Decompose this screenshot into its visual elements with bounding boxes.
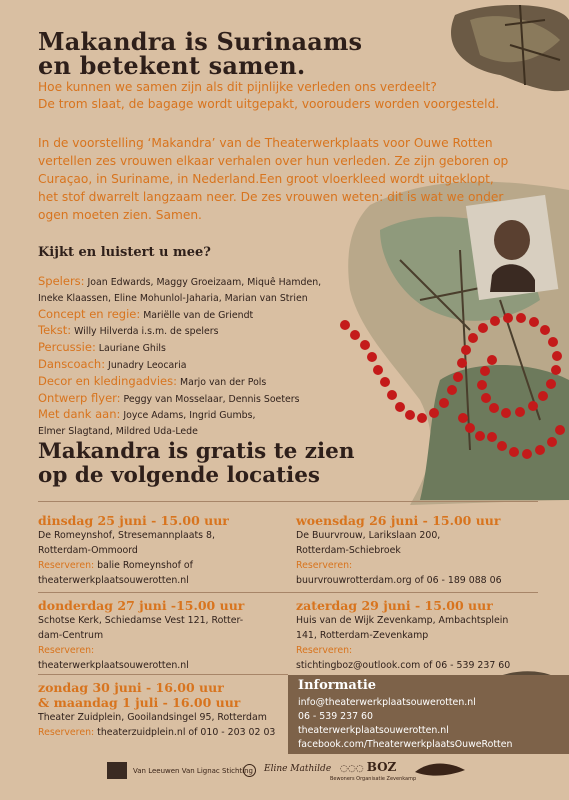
description-line: Curaçao, in Suriname, in Nederland.Een groot vloerkleed wordt uitgeklopt, — [38, 172, 494, 186]
info-facebook[interactable]: facebook.com/TheaterwerkplaatsOuweRotten — [298, 739, 513, 750]
intro-text — [38, 79, 528, 113]
credit-value: Elmer Slagtand, Mildred Uda-Lede — [38, 426, 198, 438]
reserve-label: Reserveren: — [296, 645, 353, 656]
credit-dank — [38, 407, 348, 424]
location-date: donderdag 27 juni -15.00 uur — [38, 598, 245, 613]
sponsor-van-leeuwen: Van Leeuwen Van Lignac Stichting — [133, 767, 253, 775]
description-line: In de voorstelling ‘Makandra’ van de Theaterwerkplaats voor Ouwe Rotten — [38, 136, 493, 150]
info-box — [288, 675, 569, 754]
boz-circles-icon: ◌◌◌ — [340, 764, 367, 774]
title-line-2: en betekent samen. — [38, 51, 306, 80]
location-address: Rotterdam-Schiebroek — [296, 545, 401, 556]
divider — [38, 674, 288, 675]
info-phone[interactable]: 06 - 539 237 60 — [298, 711, 373, 722]
credit-label: Decor en kledingadvies: — [38, 373, 177, 388]
info-title: Informatie — [298, 678, 377, 693]
credit-value: Junadry Leocaria — [105, 359, 187, 371]
credits-list — [38, 274, 348, 440]
credit-label: Tekst: — [38, 323, 72, 338]
credit-value: Joyce Adams, Ingrid Gumbs, — [120, 410, 256, 422]
location-address: Huis van de Wijk Zevenkamp, Ambachtsplein — [296, 615, 509, 626]
location-address: De Buurvrouw, Larikslaan 200, — [296, 530, 441, 541]
credits-heading: Kijkt en luistert u mee? — [38, 245, 211, 260]
description — [38, 134, 513, 224]
credit-value: Peggy van Mosselaar, Dennis Soeters — [120, 393, 300, 405]
description-line: het stof dwarrelt langzaam neer. De zes vrouwen weten: dit is wat we onder — [38, 190, 504, 204]
location-5 — [38, 680, 288, 740]
credit-value: Willy Hilverda i.s.m. de spelers — [71, 326, 219, 338]
reserve-label: Reserveren: — [38, 645, 95, 656]
credit-label: Met dank aan: — [38, 407, 121, 422]
credit-label: Ontwerp flyer: — [38, 390, 121, 405]
location-date: dinsdag 25 juni - 15.00 uur — [38, 513, 229, 528]
reserve-link[interactable]: theaterzuidplein.nl of 010 - 203 02 03 — [94, 727, 276, 738]
sponsor-boz-sub: Bewoners Organisatie Zevenkamp — [330, 776, 417, 782]
reserve-label: Reserveren: — [38, 560, 95, 571]
credit-tekst — [38, 323, 348, 340]
credit-decor — [38, 374, 348, 391]
reserve-label: Reserveren: — [38, 727, 95, 738]
reserve-link[interactable]: theaterwerkplaatsouwerotten.nl — [38, 660, 189, 671]
divider — [38, 592, 538, 593]
sponsor-emblem-icon — [243, 764, 256, 777]
credit-spelers — [38, 274, 348, 291]
intro-line-2: De trom slaat, de bagage wordt uitgepakt, voorouders worden voorgesteld. — [38, 97, 500, 111]
divider — [38, 501, 538, 502]
location-4 — [296, 598, 551, 673]
locations-heading — [38, 440, 355, 488]
info-email[interactable]: info@theaterwerkplaatsouwerotten.nl — [298, 697, 476, 708]
credit-value: Ineke Klaassen, Eline Mohunlol-Jaharia, Marian van Strien — [38, 292, 308, 304]
reserve-info: balie Romeynshof of — [94, 560, 193, 571]
reserve-label: Reserveren: — [296, 560, 353, 571]
location-address: Rotterdam-Ommoord — [38, 545, 138, 556]
location-date: zondag 30 juni - 16.00 uur — [38, 680, 224, 695]
intro-line-1: Hoe kunnen we samen zijn als dit pijnlijke verleden ons verdeelt? — [38, 80, 437, 94]
location-address: 141, Rotterdam-Zevenkamp — [296, 630, 429, 641]
credit-value: Joan Edwards, Maggy Groeizaam, Miquê Hamden, — [84, 277, 322, 288]
credit-value: Lauriane Ghils — [95, 343, 166, 355]
credit-danscoach — [38, 357, 348, 374]
sponsor-boz — [340, 760, 396, 774]
page-title — [38, 27, 363, 80]
credit-label: Concept en regie: — [38, 306, 141, 321]
location-date: woensdag 26 juni - 15.00 uur — [296, 513, 501, 528]
info-website[interactable]: theaterwerkplaatsouwerotten.nl — [298, 725, 449, 736]
location-address: De Romeynshof, Stresemannplaats 8, — [38, 530, 215, 541]
credit-label: Spelers: — [38, 274, 85, 288]
sponsor-logo-block — [107, 762, 127, 779]
location-3 — [38, 598, 288, 673]
credit-ontwerp — [38, 391, 348, 408]
reserve-link[interactable]: theaterwerkplaatsouwerotten.nl — [38, 575, 189, 586]
sponsor-boz-name: BOZ — [366, 760, 397, 774]
location-address: Theater Zuidplein, Gooilandsingel 95, Rotterdam — [38, 712, 267, 723]
location-1 — [38, 513, 288, 588]
location-address: dam-Centrum — [38, 630, 104, 641]
description-line: vertellen zes vrouwen elkaar verhalen over hun verleden. Ze zijn geboren op — [38, 154, 509, 168]
location-date: zaterdag 29 juni - 15.00 uur — [296, 598, 493, 613]
credit-value: Mariëlle van de Griendt — [140, 309, 254, 321]
location-2 — [296, 513, 546, 588]
credit-value: Marjo van der Pols — [177, 376, 267, 388]
credit-percussie — [38, 340, 348, 357]
locations-heading-line-1: Makandra is gratis te zien — [38, 439, 355, 464]
locations-heading-line-2: op de volgende locaties — [38, 463, 321, 488]
sponsor-leaf-icon — [410, 760, 470, 780]
description-line: ogen moeten zien. Samen. — [38, 208, 202, 222]
location-address: Schotse Kerk, Schiedamse Vest 121, Rotter- — [38, 615, 244, 626]
reserve-link[interactable]: buurvrouwrotterdam.org of 06 - 189 088 06 — [296, 575, 502, 586]
credit-label: Percussie: — [38, 340, 96, 355]
credit-label: Danscoach: — [38, 356, 106, 371]
reserve-link[interactable]: stichtingboz@outlook.com of 06 - 539 237 60 — [296, 660, 511, 671]
title-line-1: Makandra is Surinaams — [38, 27, 363, 56]
credit-concept — [38, 307, 348, 324]
sponsor-eline-mathilde: Eline Mathilde — [264, 764, 332, 774]
location-date: & maandag 1 juli - 16.00 uur — [38, 695, 241, 710]
